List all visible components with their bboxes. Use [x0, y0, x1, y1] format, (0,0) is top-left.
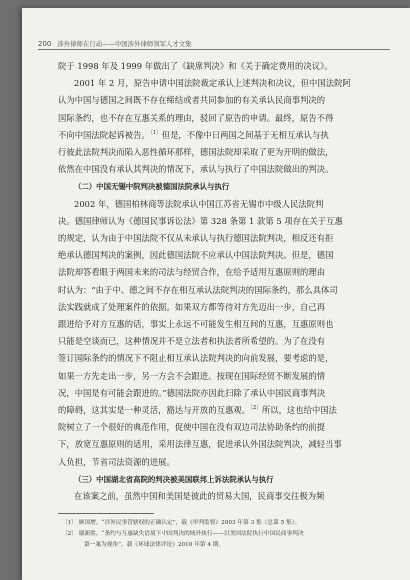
text-line: 下，放宽互惠原则的适用，采用法律互惠，促进承认外国法院判决，减轻当事: [58, 439, 342, 450]
section-heading-2: （二）中国无锡中院判决被德国法院承认与执行: [74, 182, 230, 192]
text-line: 行彼此法院判决而陷入恶性循环那样，德国法院却采取了更为开明的做法，: [58, 147, 334, 158]
text-line: 如果一方先走出一步，另一方会不会跟进。按现在国际经贸不断发展的情: [58, 370, 326, 381]
text-line: 法院却答看眼于两国未来的司法与经贸合作，在给予适用互惠原则的理由: [58, 267, 326, 278]
text-line: 认为中国与德国之间既不存在缔结或者共同参加的有关承认民商事判决的: [58, 95, 326, 106]
text-line: 院于 1998 年及 1999 年做出了《缺席判决》和《关于确定费用的决议》。: [58, 61, 333, 71]
text-line: 院树立了一个很好的典范作用，促使中国在没有双边司法协助条约的前提: [58, 422, 326, 433]
text-segment: 但是，不像中日两国之间基于无相互承认与执: [161, 129, 329, 140]
text-segment: 所以，这也给中国法: [261, 405, 338, 416]
text-line: 签订国际条约的情况下不阻止相互承认法院判决的向前发展，要考虑的是，: [58, 353, 334, 364]
text-line: 时认为：“由于中、德之间不存在相互承认法院判决的国际条约，那么具体司: [58, 284, 338, 295]
text-line: [58, 127, 382, 144]
section-heading-3: （三）中国湖北省高院的判决被美国联邦上诉法院承认与执行: [74, 474, 274, 484]
footnote-ref-2[interactable]: 〔2〕: [249, 405, 262, 412]
text-line: 2001 年 2 月，原告申请中国法院裁定承认上述判决和决议，但中国法院阿: [74, 78, 351, 89]
footnote-2: 〔2〕 谢新胜，“条约与互惠缺失语境下中国判决的域外执行——以美国法院执行中国民商事判决: [62, 531, 304, 537]
text-line: 只能是空谈而已，这种情况并不是立法者和执法者所希望的。为了在没有: [58, 336, 326, 347]
running-title: 涉外律师在行动——中国涉外律师领军人才文集: [57, 40, 192, 48]
footnote-ref-1[interactable]: 〔1〕: [149, 130, 162, 137]
text-line: [58, 402, 382, 419]
text-line: 人负担，节省司法资源的进展。: [58, 456, 175, 467]
header-rule: [38, 49, 390, 50]
text-line: 决。德国律师认为《德国民事诉讼法》第 328 条第 1 款第 5 项存在关于互惠: [58, 215, 343, 226]
text-line: 的规定，认为由于中国法院不仅从未承认与执行德国法院判决，相反还有拒: [58, 233, 334, 244]
text-segment: 不向中国法院起诉被告。: [58, 129, 150, 140]
footnote-1: 〔1〕 顾国增，“涉外民事管辖权的正确认定”，载《审判监督》2003 年第 3 集（总第 5 集）。: [62, 520, 301, 526]
running-header: [38, 39, 390, 48]
text-line: 在该案之前，虽然中国和美国是彼此的贸易大国，民商事交往极为频: [74, 491, 325, 502]
text-line: 法实践就成了处理案件的依据。如果双方都等待对方先迈出一步，自己再: [58, 301, 326, 312]
text-line: 国际条约，也不存在互惠关系的理由，驳回了原告的申请。最终，原告不得: [58, 112, 334, 123]
page-number: 200: [38, 40, 52, 48]
body-text: [58, 58, 382, 505]
footnotes: [62, 518, 384, 551]
text-segment: 的障碍，这其实是一种灵活，豁达与开放的互惠观。: [58, 405, 250, 416]
text-line: 2002 年，德国柏林商等法院承认中国江苏省无锡市中级人民法院判: [74, 198, 324, 209]
footnote-rule: [58, 513, 154, 514]
text-line: 依然在中国没有承认其判决的情况下，承认与执行了中国法院做出的判决。: [58, 164, 334, 175]
document-page: [22, 8, 410, 580]
text-line: 况，中国是有可能会跟进的。”德国法院亦因此扫除了承认中国民商事判决: [58, 387, 326, 398]
text-line: 跟进给予对方互惠的话，事实上永远不可能发生相互间的互惠，互惠原则也: [58, 319, 334, 330]
footnote-2-continuation: 第一案为视角”，载《环球法律评论》2010 年第 4 期。: [84, 542, 225, 548]
text-line: 绝承认德国判决的案例，因此德国法院不应承认中国法院判决。但是，德国: [58, 250, 334, 261]
